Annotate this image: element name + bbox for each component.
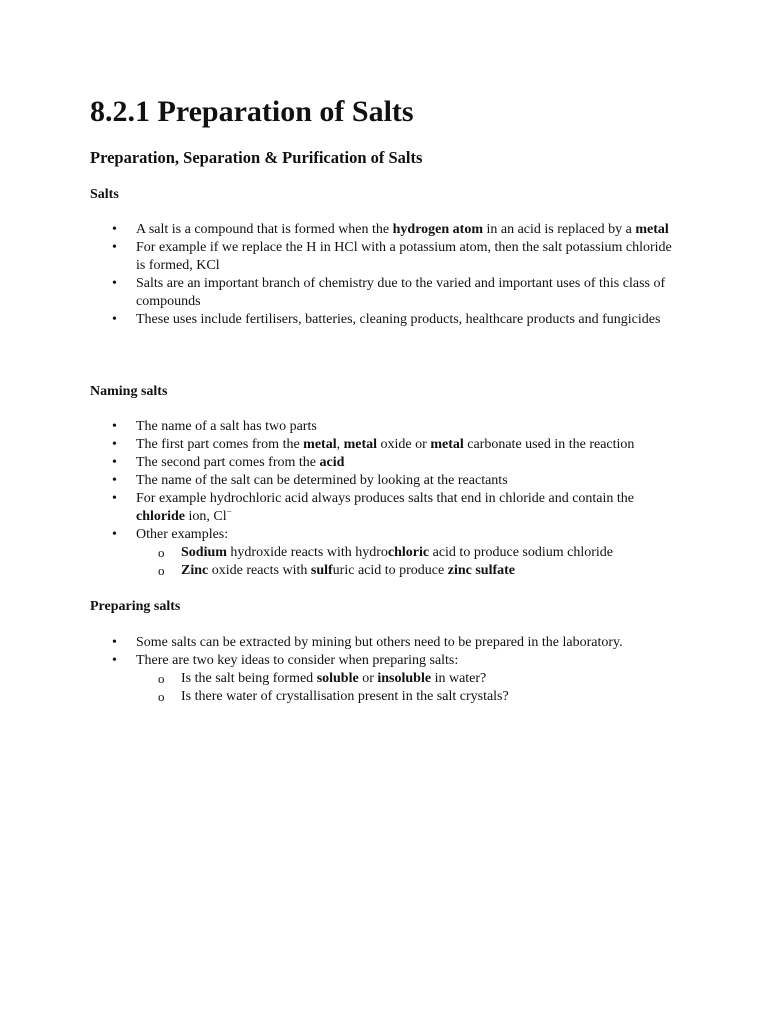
preparing-list bbox=[0, 634, 676, 706]
list-item: • A salt is a compound that is formed when the hydrogen atom in an acid is replaced by a metal bbox=[112, 222, 669, 237]
list-item: • The first part comes from the metal, metal oxide or metal carbonate used in the reaction bbox=[112, 437, 635, 452]
list-item: • Other examples: o Sodium hydroxide reacts with hydrochloric acid to produce sodium chloride o Zinc oxide reacts with sulfuric acid to produce zinc sulfate bbox=[0, 526, 676, 580]
section-heading-salts: Salts bbox=[90, 187, 119, 202]
bullet-marker: • bbox=[112, 312, 117, 327]
bullet-marker: • bbox=[112, 419, 117, 434]
bullet-marker: • bbox=[112, 222, 117, 237]
naming-list bbox=[0, 418, 676, 580]
bullet-marker: • bbox=[112, 527, 117, 542]
bullet-marker: • bbox=[112, 653, 117, 668]
bullet-marker: • bbox=[112, 473, 117, 488]
list-item: • For example if we replace the H in HCl with a potassium atom, then the salt potassium chloride is formed, KCl bbox=[112, 240, 672, 273]
sub-bullet-marker: o bbox=[158, 545, 165, 560]
list-item: • The second part comes from the acid bbox=[112, 455, 345, 470]
section-heading-preparing-salts: Preparing salts bbox=[90, 599, 181, 614]
salts-list bbox=[0, 221, 676, 329]
sub-list-item: o Is there water of crystallisation present in the salt crystals? bbox=[158, 689, 509, 704]
list-item: • Salts are an important branch of chemistry due to the varied and important uses of this class of compounds bbox=[112, 276, 666, 309]
sub-bullet-marker: o bbox=[158, 689, 165, 704]
page-title: 8.2.1 Preparation of Salts bbox=[90, 95, 414, 128]
list-item: • There are two key ideas to consider when preparing salts: o Is the salt being formed soluble or insoluble in water? o Is there water of crystallisation present in the salt crystals? bbox=[0, 652, 676, 706]
bullet-marker: • bbox=[112, 240, 117, 255]
page-subtitle: Preparation, Separation & Purification of Salts bbox=[90, 148, 423, 167]
sub-list bbox=[0, 544, 676, 580]
bullet-marker: • bbox=[112, 635, 117, 650]
bullet-marker: • bbox=[112, 276, 117, 291]
bullet-marker: • bbox=[112, 455, 117, 470]
sub-bullet-marker: o bbox=[158, 563, 165, 578]
sub-bullet-marker: o bbox=[158, 671, 165, 686]
bullet-marker: • bbox=[112, 437, 117, 452]
sub-list bbox=[0, 670, 676, 706]
list-item: • These uses include fertilisers, batteries, cleaning products, healthcare products and fungicides bbox=[112, 312, 661, 327]
sub-list-item: o Zinc oxide reacts with sulfuric acid to produce zinc sulfate bbox=[158, 563, 515, 578]
sub-list-item: o Is the salt being formed soluble or insoluble in water? bbox=[158, 671, 487, 686]
list-item: • The name of a salt has two parts bbox=[112, 419, 317, 434]
list-item: • Some salts can be extracted by mining but others need to be prepared in the laboratory. bbox=[112, 635, 623, 650]
list-item: • For example hydrochloric acid always produces salts that end in chloride and contain the chloride ion, Cl− bbox=[112, 491, 635, 524]
section-heading-naming-salts: Naming salts bbox=[90, 384, 168, 399]
sub-list-item: o Sodium hydroxide reacts with hydrochloric acid to produce sodium chloride bbox=[158, 545, 614, 560]
bullet-marker: • bbox=[112, 491, 117, 506]
list-item: • The name of the salt can be determined by looking at the reactants bbox=[112, 473, 508, 488]
